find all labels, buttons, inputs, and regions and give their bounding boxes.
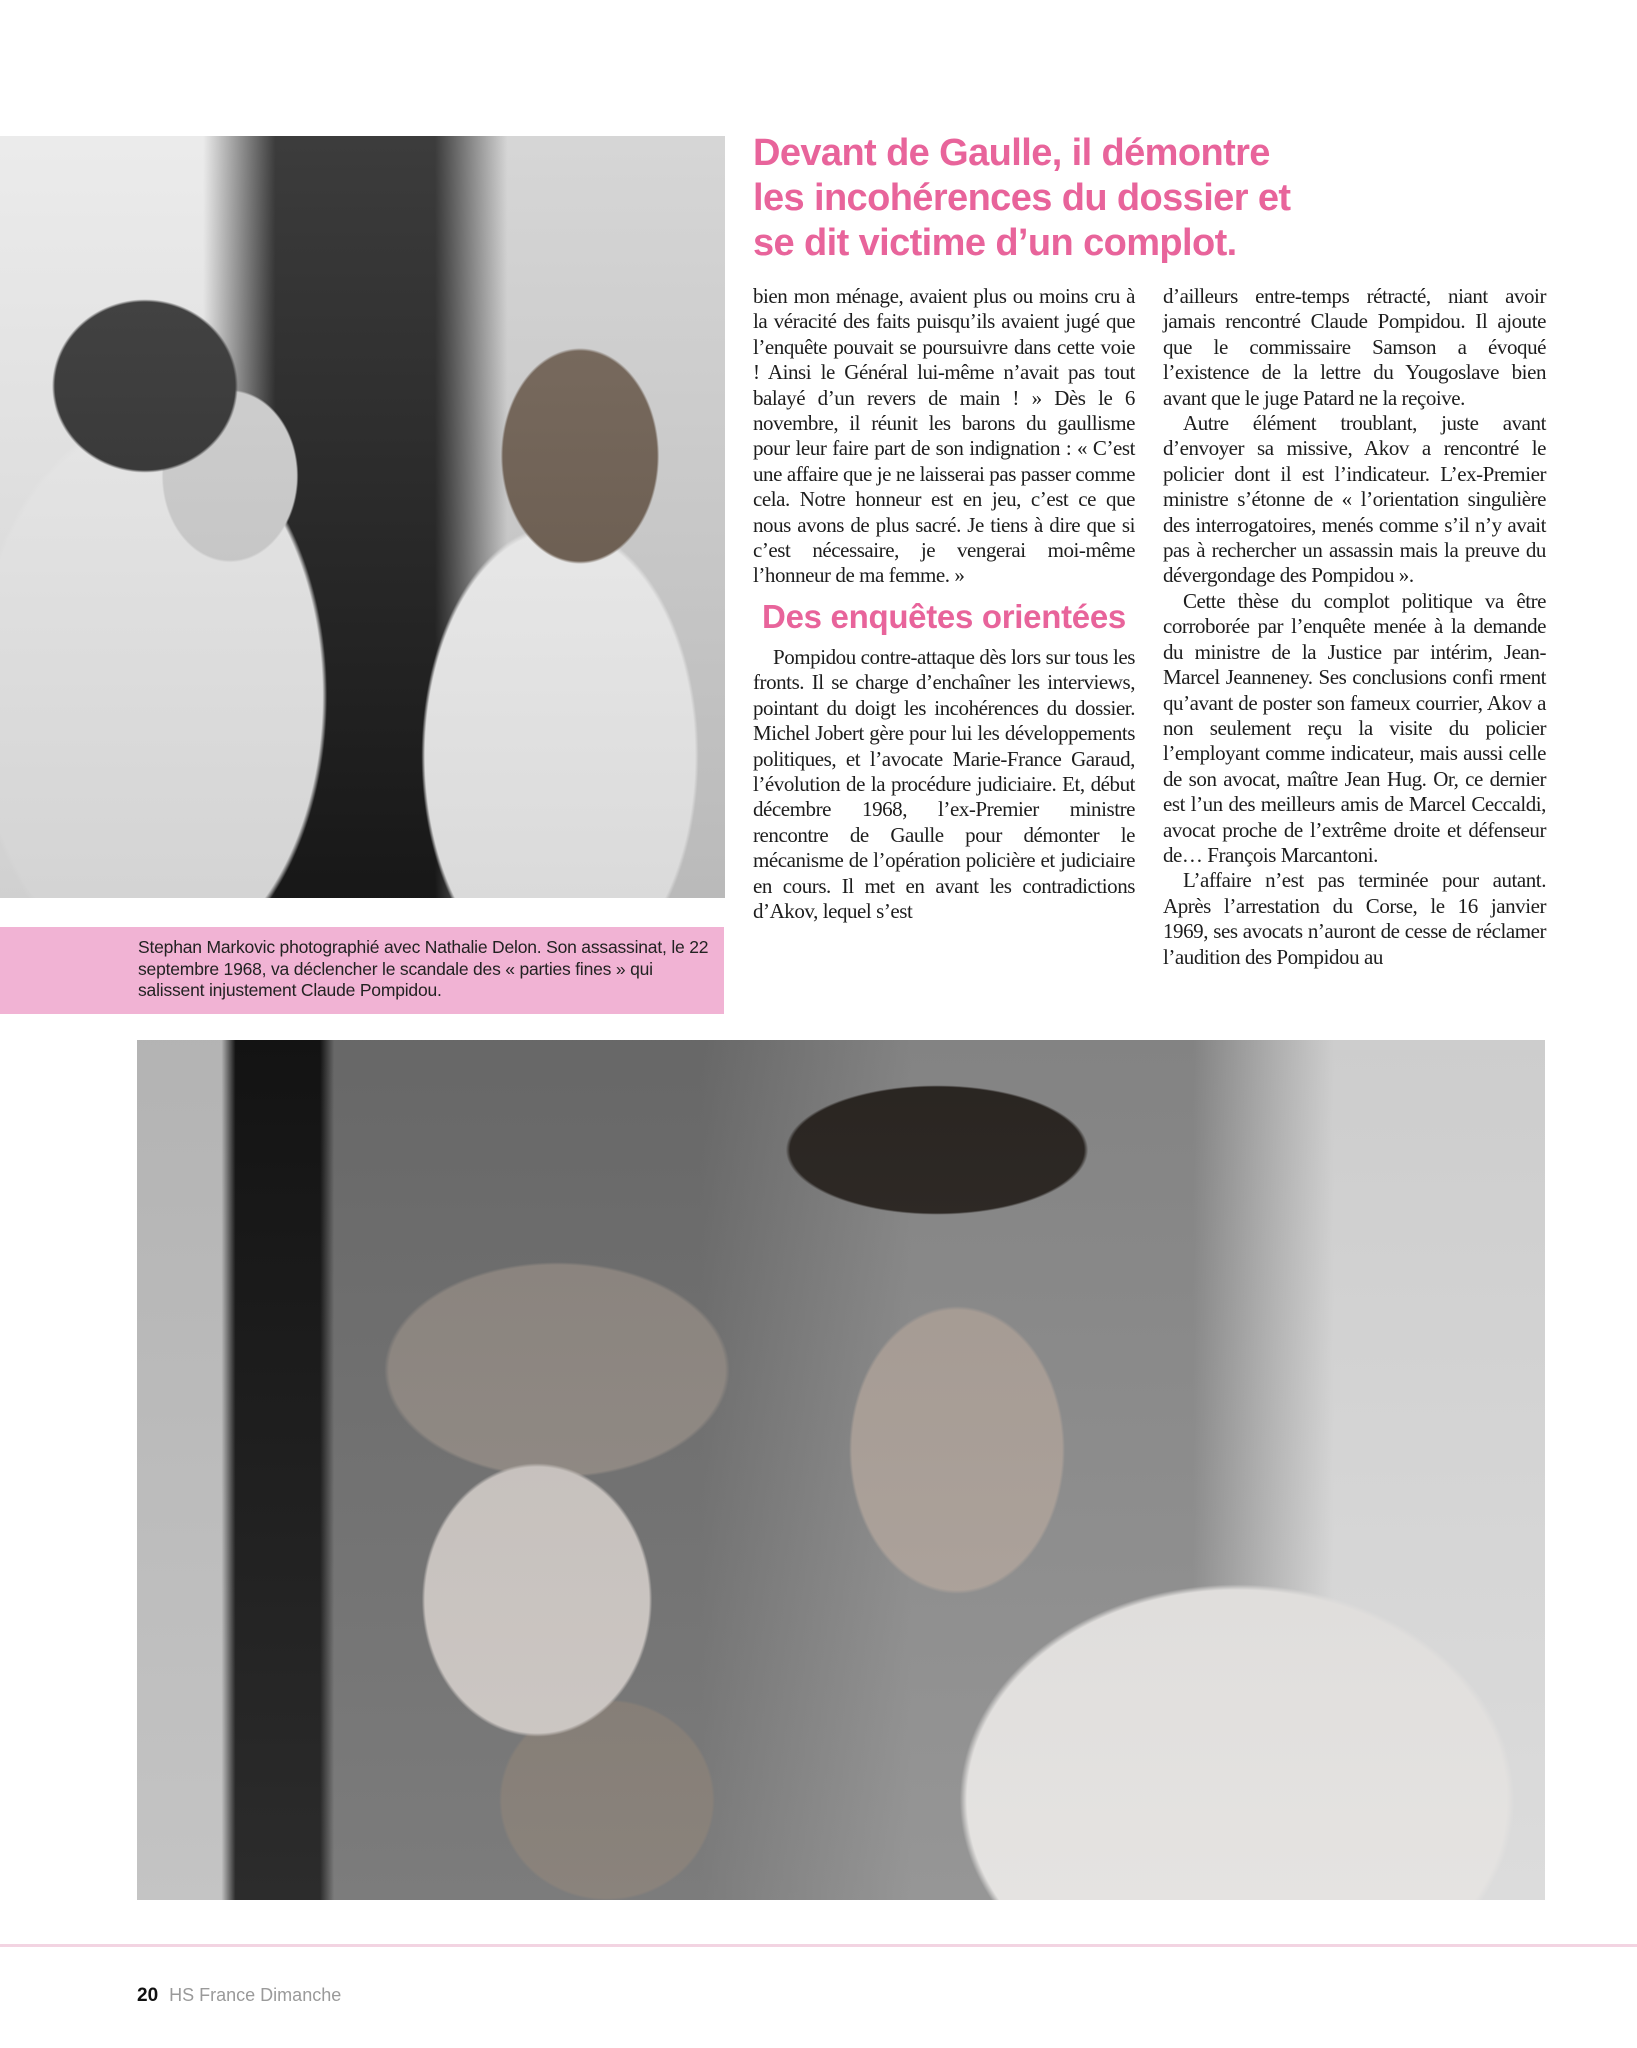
article-column-1 [753,284,1135,924]
page-headline: Devant de Gaulle, il démontre les incohérences du dossier et se dit victime d’un complot. [753,132,1291,264]
photo-shade [0,136,725,898]
publication-name: HS France Dimanche [169,1985,342,2005]
article-paragraph: Cette thèse du complot politique va être corroborée par l’enquête menée à la demande du ministre de la Justice par intérim, Jean-Marcel Jeanneney. Ses conclusions confi rment qu’avant de poster son fameux courrier, Akov a non seulement reçu la visite du policier l’employant comme indicateur, mais aussi celle de son avocat, maître Jean Hug. Or, ce dernier est l’un des meilleurs amis de Marcel Ceccaldi, avocat proche de l’extrême droite et défenseur de… François Marcantoni. [1163,588,1546,867]
photo-caption: Stephan Markovic photographié avec Nathalie Delon. Son assassinat, le 22 septembre 1968, va déclencher le scandale des « parties fines » qui salissent injustement Claude Pompidou. [138,937,709,1000]
photo-couple [137,1040,1545,1900]
page-footer [137,1985,341,2006]
page-number: 20 [137,1985,159,2006]
article-paragraph: Autre élément troublant, juste avant d’envoyer sa missive, Akov a rencontré le policier dont il est l’indicateur. L’ex-Premier ministre s’étonne de « l’orientation singulière des interrogatoires, menés comme s’il n’y avait pas à rechercher un assassin mais la preuve du dévergondage des Pompidou ». [1163,411,1546,588]
article-paragraph: bien mon ménage, avaient plus ou moins cru à la véracité des faits puisqu’ils avaient jugé que l’enquête pouvait se poursuivre dans cette voie ! Ainsi le Général lui-même n’avait pas tout balayé d’un revers de main ! » Dès le 6 novembre, il réunit les barons du gaullisme pour leur faire part de son indignation : « C’est une affaire que je ne laisserai pas passer comme cela. Notre honneur est en jeu, c’est ce que nous avons de plus sacré. Je tiens à dire que si c’est nécessaire, je vengerai moi-même l’honneur de ma femme. » [753,284,1135,588]
section-subhead: Des enquêtes orientées [762,597,1126,635]
footer-divider [0,1944,1637,1947]
article-paragraph: d’ailleurs entre-temps rétracté, niant avoir jamais rencontré Claude Pompidou. Il ajoute que le commissaire Samson a évoqué l’existence de la lettre du Yougoslave bien avant que le juge Patard ne la reçoive. [1163,284,1546,410]
article-column-2 [1163,284,1546,970]
article-paragraph: Pompidou contre-attaque dès lors sur tous les fronts. Il se charge d’enchaîner les interviews, pointant du doigt les incohérences du dossier. Michel Jobert gère pour lui les développements politiques, et l’avocate Marie-France Garaud, l’évolution de la procédure judiciaire. Et, début décembre 1968, l’ex-Premier ministre rencontre de Gaulle pour démonter le mécanisme de l’opération policière et judiciaire en cours. Il met en avant les contradictions d’Akov, lequel s’est [753,644,1135,923]
photo-markovic-delon [0,136,725,898]
photo-shade [137,1040,1545,1900]
article-paragraph: L’affaire n’est pas terminée pour autant. Après l’arrestation du Corse, le 16 janvier 1969, ses avocats n’auront de cesse de réclamer l’audition des Pompidou au [1163,868,1546,969]
